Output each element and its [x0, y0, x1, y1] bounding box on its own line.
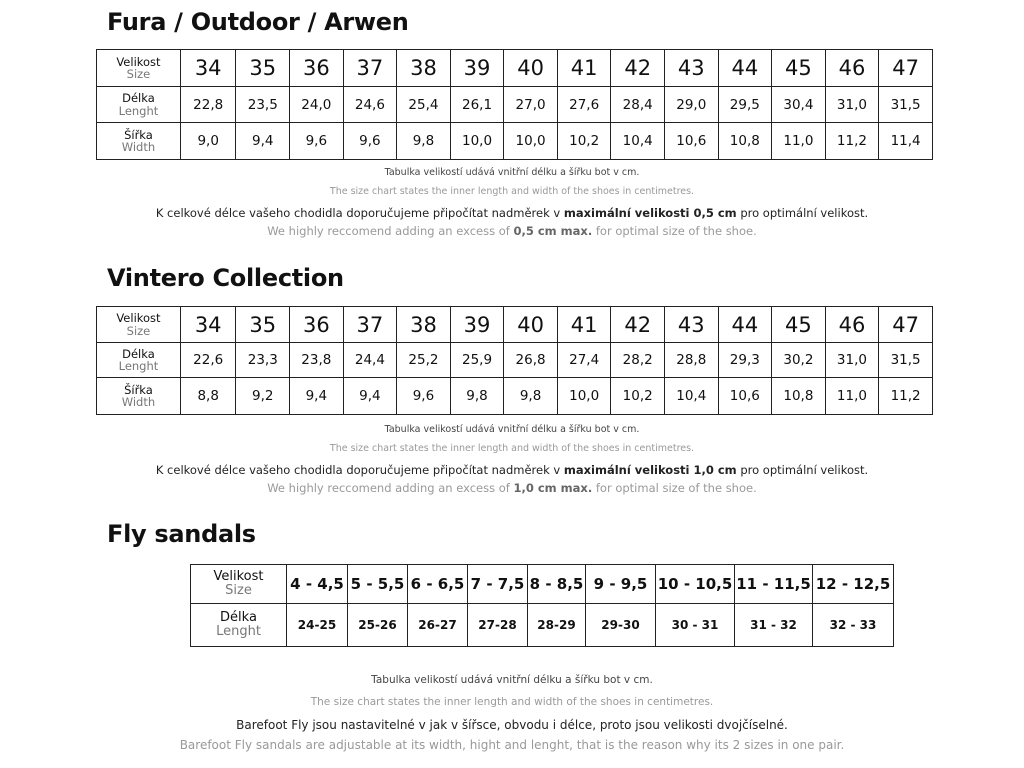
width-cell: 9,6	[343, 123, 397, 160]
length-cell: 26,8	[504, 343, 558, 378]
length-header	[191, 604, 287, 647]
size-cell: 36	[290, 50, 344, 87]
size-cell: 46	[825, 50, 879, 87]
note-inner-size-cz: Tabulka velikostí udává vnitřní délku a šířku bot v cm.	[384, 424, 640, 435]
size-cell: 47	[879, 307, 933, 343]
size-row	[191, 565, 894, 604]
length-header-en: Lenght	[216, 624, 261, 639]
length-cell: 31,0	[825, 343, 879, 378]
size-cell: 34	[180, 307, 236, 343]
size-table-fura	[96, 49, 933, 160]
note-excess-en-post: for optimal size of the shoe.	[592, 481, 757, 495]
length-cell: 30,4	[772, 87, 826, 123]
width-cell: 9,8	[450, 378, 504, 415]
size-header	[97, 50, 181, 87]
length-row	[97, 343, 933, 378]
note-inner-size-en: The size chart states the inner length and width of the shoes in centimetres.	[329, 443, 695, 454]
note-excess-en-pre: We highly reccomend adding an excess of	[267, 224, 514, 238]
width-cell: 10,2	[557, 123, 611, 160]
size-cell: 46	[825, 307, 879, 343]
length-cell: 30,2	[772, 343, 826, 378]
length-cell: 29,0	[664, 87, 718, 123]
note-excess-cz-bold: maximální velikosti 1,0 cm	[563, 463, 737, 477]
note-excess-cz	[0, 206, 1024, 220]
width-cell: 10,6	[664, 123, 718, 160]
size-cell: 10 - 10,5	[656, 565, 735, 604]
length-cell: 28,4	[611, 87, 665, 123]
length-cell: 31,5	[879, 343, 933, 378]
size-table-fly-sandals	[190, 564, 894, 647]
length-cell: 25-26	[348, 604, 408, 647]
size-cell: 41	[557, 307, 611, 343]
length-cell: 27,0	[504, 87, 558, 123]
width-cell: 9,2	[236, 378, 290, 415]
size-cell: 41	[557, 50, 611, 87]
length-cell: 28-29	[528, 604, 586, 647]
width-cell: 8,8	[180, 378, 236, 415]
width-cell: 9,4	[290, 378, 344, 415]
length-header	[97, 343, 181, 378]
width-cell: 9,4	[343, 378, 397, 415]
length-cell: 29-30	[586, 604, 656, 647]
width-cell: 10,0	[557, 378, 611, 415]
note-fly-adjustable-cz: Barefoot Fly jsou nastavitelné v jak v šířsce, obvodu i délce, proto jsou velikosti dvojčíselné.	[236, 718, 788, 732]
width-cell: 11,0	[825, 378, 879, 415]
note-excess-en	[0, 224, 1024, 238]
size-cell: 36	[290, 307, 344, 343]
size-cell: 9 - 9,5	[586, 565, 656, 604]
length-cell: 23,8	[290, 343, 344, 378]
size-cell: 35	[236, 307, 290, 343]
length-cell: 31 - 32	[735, 604, 813, 647]
size-header	[97, 307, 181, 343]
note-excess-en-bold: 0,5 cm max.	[513, 224, 593, 238]
note-excess-cz-pre: K celkové délce vašeho chodidla doporučujeme připočítat nadměrek v	[155, 463, 564, 477]
size-cell: 44	[718, 307, 772, 343]
length-cell: 23,5	[236, 87, 290, 123]
length-header-en: Lenght	[118, 103, 159, 118]
length-cell: 30 - 31	[656, 604, 735, 647]
width-cell: 10,4	[611, 123, 665, 160]
size-cell: 34	[180, 50, 236, 87]
size-table-vintero	[96, 306, 933, 415]
note-inner-size-cz: Tabulka velikostí udává vnitřní délku a šířku bot v cm.	[371, 674, 653, 686]
size-cell: 43	[664, 50, 718, 87]
size-cell: 45	[772, 307, 826, 343]
size-cell: 42	[611, 50, 665, 87]
width-row	[97, 378, 933, 415]
note-excess-en-pre: We highly reccomend adding an excess of	[267, 481, 514, 495]
width-header-cz: Šířka	[124, 382, 153, 397]
size-cell: 7 - 7,5	[468, 565, 528, 604]
note-fly-adjustable-en: Barefoot Fly sandals are adjustable at its width, hight and lenght, that is the reason why its 2 sizes in one pair.	[179, 738, 845, 752]
size-cell: 40	[504, 50, 558, 87]
length-cell: 29,5	[718, 87, 772, 123]
width-header-cz: Šířka	[124, 127, 153, 142]
length-cell: 25,9	[450, 343, 504, 378]
size-cell: 38	[397, 50, 451, 87]
length-cell: 27,6	[557, 87, 611, 123]
width-cell: 10,0	[450, 123, 504, 160]
length-header-cz: Délka	[122, 346, 155, 361]
length-cell: 28,8	[664, 343, 718, 378]
section-title-vintero: Vintero Collection	[107, 264, 344, 292]
size-cell: 35	[236, 50, 290, 87]
section-title-fura: Fura / Outdoor / Arwen	[107, 8, 409, 36]
length-cell: 31,0	[825, 87, 879, 123]
length-cell: 32 - 33	[813, 604, 894, 647]
width-header-en: Width	[121, 395, 156, 409]
length-header-cz: Délka	[220, 610, 257, 626]
length-cell: 25,2	[397, 343, 451, 378]
width-row	[97, 123, 933, 160]
width-cell: 10,0	[504, 123, 558, 160]
note-excess-cz-bold: maximální velikosti 0,5 cm	[563, 206, 737, 220]
width-cell: 11,2	[825, 123, 879, 160]
width-cell: 10,6	[718, 378, 772, 415]
length-cell: 26-27	[408, 604, 468, 647]
length-cell: 27-28	[468, 604, 528, 647]
section-title-fly-sandals: Fly sandals	[107, 520, 256, 548]
size-cell: 40	[504, 307, 558, 343]
size-cell: 5 - 5,5	[348, 565, 408, 604]
length-cell: 26,1	[450, 87, 504, 123]
length-cell: 24,0	[290, 87, 344, 123]
size-header-en: Size	[126, 323, 151, 338]
size-cell: 4 - 4,5	[287, 565, 348, 604]
size-cell: 42	[611, 307, 665, 343]
width-cell: 11,2	[879, 378, 933, 415]
size-cell: 37	[343, 307, 397, 343]
width-cell: 11,4	[879, 123, 933, 160]
size-cell: 37	[343, 50, 397, 87]
width-cell: 9,4	[236, 123, 290, 160]
size-cell: 11 - 11,5	[735, 565, 813, 604]
note-inner-size-en: The size chart states the inner length and width of the shoes in centimetres.	[329, 186, 695, 197]
size-cell: 38	[397, 307, 451, 343]
note-excess-cz	[0, 463, 1024, 477]
size-header-en: Size	[126, 67, 151, 81]
width-cell: 9,6	[397, 378, 451, 415]
width-cell: 9,6	[290, 123, 344, 160]
length-cell: 31,5	[879, 87, 933, 123]
width-cell: 10,8	[718, 123, 772, 160]
width-header	[97, 378, 181, 415]
size-cell: 43	[664, 307, 718, 343]
size-cell: 44	[718, 50, 772, 87]
note-excess-cz-post: pro optimální velikost.	[736, 206, 869, 220]
size-header-cz: Velikost	[116, 54, 161, 69]
length-cell: 22,8	[180, 87, 236, 123]
length-cell: 29,3	[718, 343, 772, 378]
length-cell: 27,4	[557, 343, 611, 378]
width-cell: 9,0	[180, 123, 236, 160]
length-header-en: Lenght	[118, 359, 159, 373]
length-cell: 24,4	[343, 343, 397, 378]
length-cell: 22,6	[180, 343, 236, 378]
length-header	[97, 87, 181, 123]
length-cell: 25,4	[397, 87, 451, 123]
length-cell: 23,3	[236, 343, 290, 378]
length-cell: 28,2	[611, 343, 665, 378]
width-cell: 10,4	[664, 378, 718, 415]
size-cell: 39	[450, 50, 504, 87]
note-excess-en-post: for optimal size of the shoe.	[592, 224, 757, 238]
size-cell: 39	[450, 307, 504, 343]
width-cell: 10,8	[772, 378, 826, 415]
width-header	[97, 123, 181, 160]
note-excess-cz-pre: K celkové délce vašeho chodidla doporučujeme připočítat nadměrek v	[155, 206, 564, 220]
size-cell: 6 - 6,5	[408, 565, 468, 604]
size-header	[191, 565, 287, 604]
length-cell: 24,6	[343, 87, 397, 123]
width-cell: 10,2	[611, 378, 665, 415]
length-cell: 24-25	[287, 604, 348, 647]
width-cell: 9,8	[504, 378, 558, 415]
size-cell: 45	[772, 50, 826, 87]
size-cell: 47	[879, 50, 933, 87]
length-header-cz: Délka	[122, 91, 155, 106]
size-cell: 12 - 12,5	[813, 565, 894, 604]
width-cell: 9,8	[397, 123, 451, 160]
note-excess-en-bold: 1,0 cm max.	[513, 481, 593, 495]
note-inner-size-en: The size chart states the inner length and width of the shoes in centimetres.	[310, 696, 714, 708]
size-row	[97, 307, 933, 343]
width-cell: 11,0	[772, 123, 826, 160]
size-header-en: Size	[225, 583, 252, 598]
size-header-cz: Velikost	[116, 311, 161, 326]
size-row	[97, 50, 933, 87]
note-excess-en	[0, 481, 1024, 495]
note-inner-size-cz: Tabulka velikostí udává vnitřní délku a šířku bot v cm.	[384, 167, 640, 178]
size-cell: 8 - 8,5	[528, 565, 586, 604]
width-header-en: Width	[121, 140, 156, 154]
length-row	[97, 87, 933, 123]
length-row	[191, 604, 894, 647]
size-header-cz: Velikost	[213, 569, 264, 585]
note-excess-cz-post: pro optimální velikost.	[736, 463, 869, 477]
